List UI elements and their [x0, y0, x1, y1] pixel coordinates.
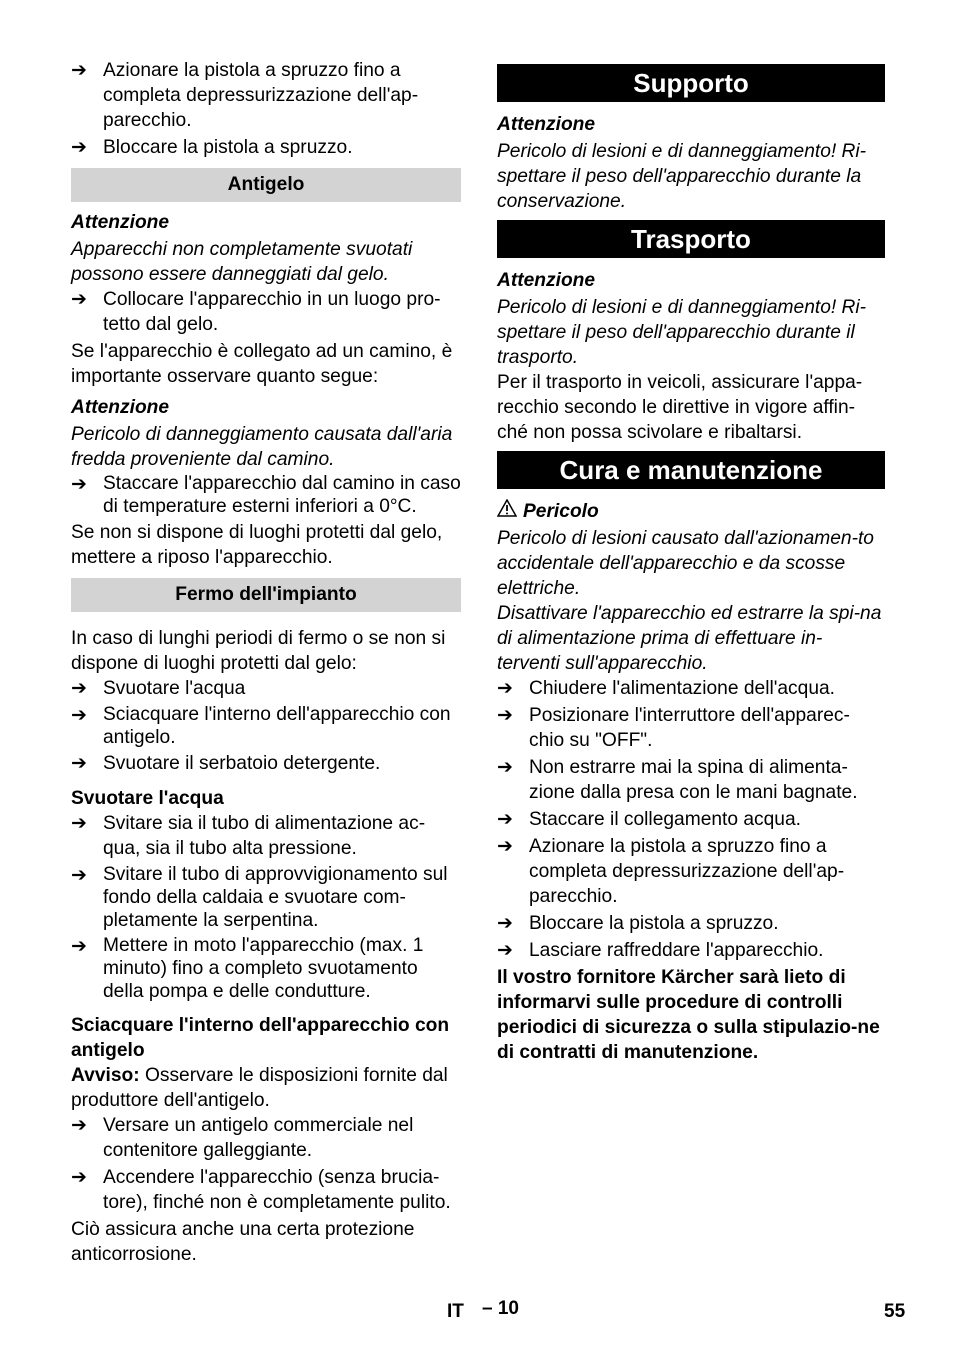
arrow-right-icon: ➔	[497, 678, 513, 699]
arrow-right-icon: ➔	[497, 913, 513, 934]
danger-heading: Pericolo	[497, 499, 885, 524]
list-item: ➔ Lasciare raffreddare l'apparecchio.	[497, 940, 824, 961]
arrow-right-icon: ➔	[71, 1167, 87, 1188]
list-item: ➔ Sciacquare l'interno dell'apparecchio con antigelo.	[71, 704, 451, 748]
arrow-right-icon: ➔	[497, 757, 513, 778]
list-item: ➔ Non estrarre mai la spina di alimenta-zione dalla presa con le mani bagnate.	[497, 757, 858, 803]
danger-text: Pericolo di lesioni causato dall'azionamen-to accidentale dell'apparecchio e da scosse elettriche.	[497, 528, 874, 599]
left-column	[71, 58, 461, 1267]
list-item: ➔ Collocare l'apparecchio in un luogo pro-tetto dal gelo.	[71, 289, 441, 335]
list-item: ➔ Accendere l'apparecchio (senza brucia-tore), finché non è completamente pulito.	[71, 1167, 451, 1213]
list-item: ➔ Azionare la pistola a spruzzo fino a completa depressurizzazione dell'ap-parecchio.	[497, 836, 845, 907]
attention-text: Pericolo di danneggiamento causata dall'aria fredda proveniente dal camino.	[71, 424, 453, 470]
list-item: ➔ Staccare l'apparecchio dal camino in caso di temperature esterni inferiori a 0°C.	[71, 473, 461, 517]
attention-label: Attenzione	[497, 270, 596, 291]
list-item: ➔ Chiudere l'alimentazione dell'acqua.	[497, 678, 835, 699]
list-item: ➔ Azionare la pistola a spruzzo fino a completa depressurizzazione dell'ap-parecchio.	[71, 60, 419, 131]
attention-text: Pericolo di lesioni e di danneggiamento! Ri-spettare il peso dell'apparecchio durante il trasporto.	[497, 297, 867, 368]
arrow-right-icon: ➔	[71, 474, 87, 495]
section-heading-supporto: Supporto	[497, 64, 885, 102]
section-heading-cura: Cura e manutenzione	[497, 451, 885, 489]
arrow-right-icon: ➔	[71, 678, 87, 699]
arrow-right-icon: ➔	[497, 836, 513, 857]
paragraph: In caso di lunghi periodi di fermo o se non si dispone di luoghi protetti dal gelo:	[71, 628, 446, 674]
arrow-right-icon: ➔	[71, 1115, 87, 1136]
right-column	[497, 58, 885, 1065]
list-item: ➔ Bloccare la pistola a spruzzo.	[71, 137, 353, 158]
list-item: ➔ Svuotare l'acqua	[71, 678, 246, 699]
list-item: ➔ Posizionare l'interruttore dell'apparec-chio su "OFF".	[497, 705, 850, 751]
list-item: ➔ Mettere in moto l'apparecchio (max. 1 minuto) fino a completo svuotamento della pompa e delle condutture.	[71, 935, 424, 1002]
section-heading-antigelo: Antigelo	[71, 168, 461, 202]
attention-text: Pericolo di lesioni e di danneggiamento! Ri-spettare il peso dell'apparecchio durante la conservazione.	[497, 141, 867, 212]
arrow-right-icon: ➔	[497, 809, 513, 830]
attention-label: Attenzione	[71, 212, 170, 233]
arrow-right-icon: ➔	[71, 813, 87, 834]
section-heading-trasporto: Trasporto	[497, 220, 885, 258]
arrow-right-icon: ➔	[71, 60, 87, 81]
subsection-heading: Sciacquare l'interno dell'apparecchio con antigelo	[71, 1015, 450, 1061]
paragraph: Se non si dispone di luoghi protetti dal gelo, mettere a riposo l'apparecchio.	[71, 522, 443, 568]
list-item: ➔ Versare un antigelo commerciale nel contenitore galleggiante.	[71, 1115, 414, 1161]
arrow-right-icon: ➔	[71, 865, 87, 886]
list-item: ➔ Svitare sia il tubo di alimentazione ac-qua, sia il tubo alta pressione.	[71, 813, 426, 859]
attention-label: Attenzione	[497, 114, 596, 135]
paragraph: Ciò assicura anche una certa protezione anticorrosione.	[71, 1219, 415, 1265]
danger-text: Disattivare l'apparecchio ed estrarre la spi-na di alimentazione prima di effettuare in-terventi sull'apparecchio.	[497, 603, 882, 674]
paragraph: Per il trasporto in veicoli, assicurare l'appa-recchio secondo le direttive in vigore affin-ché non possa scivolare e ribaltarsi.	[497, 372, 863, 443]
list-item: ➔ Staccare il collegamento acqua.	[497, 809, 801, 830]
section-page-number: – 10	[482, 1298, 519, 1319]
arrow-right-icon: ➔	[71, 705, 87, 726]
arrow-right-icon: ➔	[71, 289, 87, 310]
page-number: 55	[884, 1301, 906, 1322]
attention-text: Apparecchi non completamente svuotati possono essere danneggiati dal gelo.	[71, 239, 413, 285]
arrow-right-icon: ➔	[71, 137, 87, 158]
warning-triangle-icon	[497, 499, 523, 524]
list-item: ➔ Svuotare il serbatoio detergente.	[71, 753, 381, 774]
arrow-right-icon: ➔	[497, 705, 513, 726]
section-heading-fermo: Fermo dell'impianto	[71, 578, 461, 612]
list-item: ➔ Bloccare la pistola a spruzzo.	[497, 913, 779, 934]
notice-paragraph: Avviso: Osservare le disposizioni fornite dal produttore dell'antigelo.	[71, 1065, 448, 1111]
closing-paragraph: Il vostro fornitore Kärcher sarà lieto di informarvi sulle procedure di controlli periodici di sicurezza o sulla stipulazio-ne di contratti di manutenzione.	[497, 967, 880, 1063]
list-item: ➔ Svitare il tubo di approvvigionamento sul fondo della caldaia e svuotare com-pletamente la serpentina.	[71, 864, 448, 931]
arrow-right-icon: ➔	[497, 940, 513, 961]
arrow-right-icon: ➔	[71, 936, 87, 957]
attention-label: Attenzione	[71, 397, 170, 418]
arrow-right-icon: ➔	[71, 753, 87, 774]
language-code: IT	[447, 1301, 464, 1322]
subsection-heading: Svuotare l'acqua	[71, 788, 224, 809]
page-footer	[0, 1296, 954, 1324]
paragraph: Se l'apparecchio è collegato ad un camino, è importante osservare quanto segue:	[71, 341, 453, 387]
